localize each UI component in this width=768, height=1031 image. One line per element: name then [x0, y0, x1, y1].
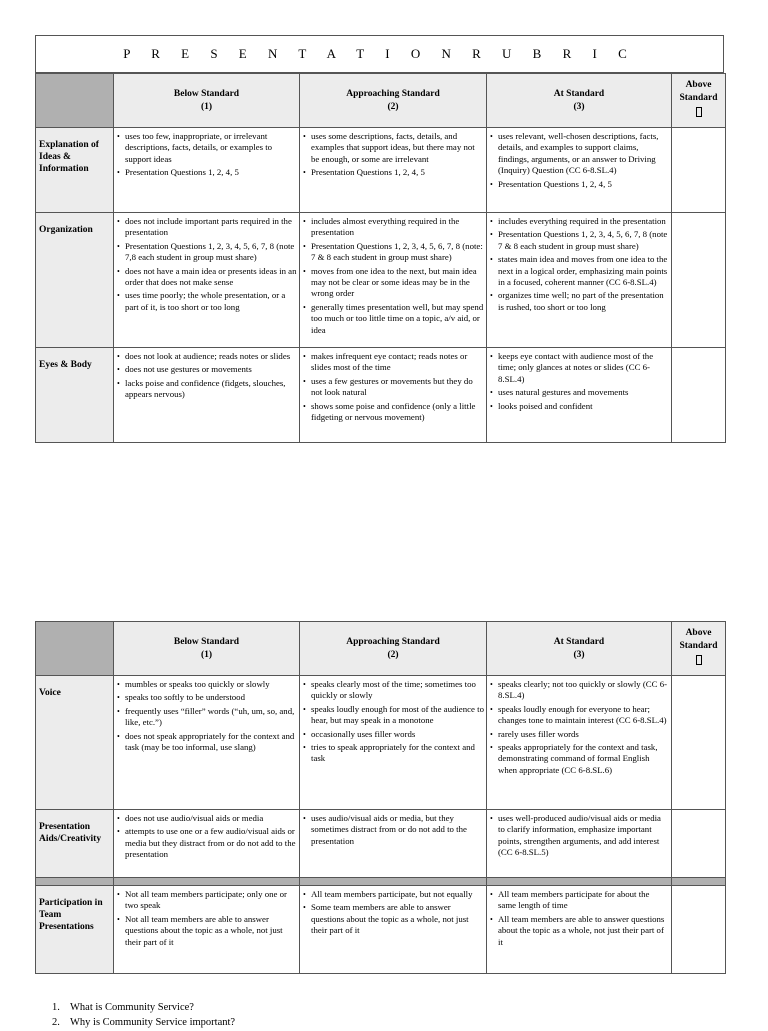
checkbox-icon	[696, 107, 702, 117]
criterion-bullet: • Presentation Questions 1, 2, 3, 4, 5, 6, 7, 8 (note 7,8 each student in group must share)	[116, 241, 297, 264]
header-below: Below Standard (1)	[114, 622, 300, 676]
criterion-bullet: • Not all team members are able to answer questions about the topic as a whole, not just their part of it	[116, 914, 297, 948]
criterion-bullet: • includes everything required in the presentation	[489, 216, 669, 227]
section-separator	[36, 878, 726, 886]
criterion-bullet: • uses well-produced audio/visual aids or media to clarify information, emphasize important points, strengthen arguments, and add interest (CC 6-8.SL.5)	[489, 813, 669, 859]
criterion-bullet: • Presentation Questions 1, 2, 4, 5	[489, 179, 669, 190]
criterion-bullet: • does not have a main idea or presents ideas in an order that does not make sense	[116, 266, 297, 289]
criterion-bullet: • speaks clearly most of the time; sometimes too quickly or slowly	[302, 679, 484, 702]
criterion-bullet: • attempts to use one or a few audio/visual aids or media but they distract from or do not add to the presentation	[116, 826, 297, 860]
criterion-label: Voice	[36, 676, 114, 810]
checkbox-icon	[696, 655, 702, 665]
criterion-bullet: • looks poised and confident	[489, 401, 669, 412]
criterion-bullet: • includes almost everything required in the presentation	[302, 216, 484, 239]
cell-above	[672, 128, 726, 213]
criterion-bullet: • frequently uses “filler” words (“uh, um, so, and, like, etc.”)	[116, 706, 297, 729]
questions-list	[52, 1001, 235, 1031]
criterion-bullet: • Presentation Questions 1, 2, 3, 4, 5, 6, 7, 8 (note 7 & 8 each student in group must share)	[489, 229, 669, 252]
criterion-bullet: • keeps eye contact with audience most of the time; only glances at notes or slides (CC 6-8.SL.4)	[489, 351, 669, 385]
criterion-bullet: • All team members participate for about the same length of time	[489, 889, 669, 912]
criterion-bullet: • Presentation Questions 1, 2, 4, 5	[302, 167, 484, 178]
rubric-row-voice	[36, 676, 726, 810]
cell-at	[487, 128, 672, 213]
corner-cell	[36, 74, 114, 128]
criterion-bullet: • uses a few gestures or movements but they do not look natural	[302, 376, 484, 399]
cell-above	[672, 810, 726, 878]
criterion-bullet: • organizes time well; no part of the presentation is rushed, too short or too long	[489, 290, 669, 313]
rubric-title-box	[35, 35, 724, 73]
criterion-label: Presentation Aids/Creativity	[36, 810, 114, 878]
criterion-bullet: • speaks too softly to be understood	[116, 692, 297, 703]
header-below: Below Standard (1)	[114, 74, 300, 128]
criterion-bullet: • Not all team members participate; only one or two speak	[116, 889, 297, 912]
cell-below	[114, 128, 300, 213]
criterion-bullet: • uses some descriptions, facts, details, and examples that support ideas, but there may not be enough, or some are irrelevant	[302, 131, 484, 165]
cell-approaching	[300, 676, 487, 810]
criterion-bullet: • uses audio/visual aids or media, but they sometimes distract from or do not add to the presentation	[302, 813, 484, 847]
criterion-bullet: • uses too few, inappropriate, or irrelevant descriptions, facts, details, or examples to support ideas	[116, 131, 297, 165]
criterion-bullet: • speaks clearly; not too quickly or slowly (CC 6-8.SL.4)	[489, 679, 669, 702]
rubric-row-presentation-aids-creativity	[36, 810, 726, 878]
rubric-table-2	[35, 621, 726, 974]
cell-above	[672, 676, 726, 810]
criterion-bullet: • uses natural gestures and movements	[489, 387, 669, 398]
rubric-title: P R E S E N T A T I O N R U B R I C	[123, 46, 636, 61]
rubric-table-1	[35, 73, 726, 443]
rubric-row-explanation-of-ideas-information	[36, 128, 726, 213]
header-approaching: Approaching Standard (2)	[300, 622, 487, 676]
header-above: Above Standard	[672, 74, 726, 128]
cell-below	[114, 676, 300, 810]
criterion-bullet: • generally times presentation well, but may spend too much or too little time on a topic, a/v aid, or idea	[302, 302, 484, 336]
cell-at	[487, 213, 672, 348]
criterion-bullet: • mumbles or speaks too quickly or slowly	[116, 679, 297, 690]
header-approaching: Approaching Standard (2)	[300, 74, 487, 128]
criterion-bullet: • tries to speak appropriately for the context and task	[302, 742, 484, 765]
cell-approaching	[300, 810, 487, 878]
cell-at	[487, 810, 672, 878]
criterion-bullet: • does not include important parts required in the presentation	[116, 216, 297, 239]
cell-approaching	[300, 886, 487, 974]
cell-at	[487, 886, 672, 974]
cell-above	[672, 213, 726, 348]
criterion-label: Participation in Team Presentations	[36, 886, 114, 974]
criterion-label: Organization	[36, 213, 114, 348]
criterion-bullet: • does not look at audience; reads notes or slides	[116, 351, 297, 362]
criterion-bullet: • does not speak appropriately for the context and task (may be too informal, use slang)	[116, 731, 297, 754]
criterion-bullet: • occasionally uses filler words	[302, 729, 484, 740]
criterion-bullet: • shows some poise and confidence (only a little fidgeting or nervous movement)	[302, 401, 484, 424]
criterion-label: Eyes & Body	[36, 348, 114, 443]
cell-approaching	[300, 128, 487, 213]
cell-at	[487, 348, 672, 443]
rubric-row-eyes-body	[36, 348, 726, 443]
cell-approaching	[300, 348, 487, 443]
criterion-bullet: • Presentation Questions 1, 2, 3, 4, 5, 6, 7, 8 (note: 7 & 8 each student in group must share)	[302, 241, 484, 264]
criterion-bullet: • uses time poorly; the whole presentation, or a part of it, is too short or too long	[116, 290, 297, 313]
question-item: 1. What is Community Service?	[52, 1001, 235, 1014]
criterion-bullet: • Presentation Questions 1, 2, 4, 5	[116, 167, 297, 178]
cell-at	[487, 676, 672, 810]
criterion-bullet: • lacks poise and confidence (fidgets, slouches, appears nervous)	[116, 378, 297, 401]
criterion-bullet: • does not use gestures or movements	[116, 364, 297, 375]
header-at: At Standard (3)	[487, 622, 672, 676]
criterion-bullet: • All team members participate, but not equally	[302, 889, 484, 900]
criterion-bullet: • uses relevant, well-chosen descriptions, facts, details, and examples to support claims, findings, arguments, or an answer to Driving (Inquiry) Question (CC 6-8.SL.4)	[489, 131, 669, 177]
criterion-bullet: • Some team members are able to answer questions about the topic as a whole, not just their part of it	[302, 902, 484, 936]
criterion-bullet: • speaks loudly enough for most of the audience to hear, but may speak in a monotone	[302, 704, 484, 727]
criterion-bullet: • moves from one idea to the next, but main idea may not be clear or some ideas may be in the wrong order	[302, 266, 484, 300]
rubric-row-organization	[36, 213, 726, 348]
cell-above	[672, 348, 726, 443]
criterion-bullet: • All team members are able to answer questions about the topic as a whole, not just their part of it	[489, 914, 669, 948]
cell-below	[114, 348, 300, 443]
header-at: At Standard (3)	[487, 74, 672, 128]
corner-cell	[36, 622, 114, 676]
cell-below	[114, 810, 300, 878]
cell-approaching	[300, 213, 487, 348]
criterion-bullet: • rarely uses filler words	[489, 729, 669, 740]
cell-above	[672, 886, 726, 974]
cell-below	[114, 886, 300, 974]
criterion-bullet: • does not use audio/visual aids or media	[116, 813, 297, 824]
criterion-bullet: • speaks loudly enough for everyone to hear; changes tone to maintain interest (CC 6-8.SL.4)	[489, 704, 669, 727]
rubric-row-participation-in-team-presentations	[36, 886, 726, 974]
criterion-bullet: • makes infrequent eye contact; reads notes or slides most of the time	[302, 351, 484, 374]
cell-below	[114, 213, 300, 348]
header-above: Above Standard	[672, 622, 726, 676]
criterion-bullet: • speaks appropriately for the context and task, demonstrating command of formal English when appropriate (CC 6-8.SL.6)	[489, 742, 669, 776]
question-item: 2. Why is Community Service important?	[52, 1016, 235, 1029]
criterion-label: Explanation of Ideas & Information	[36, 128, 114, 213]
criterion-bullet: • states main idea and moves from one idea to the next in a logical order, emphasizing main points in a focused, coherent manner (CC 6-8.SL.4)	[489, 254, 669, 288]
